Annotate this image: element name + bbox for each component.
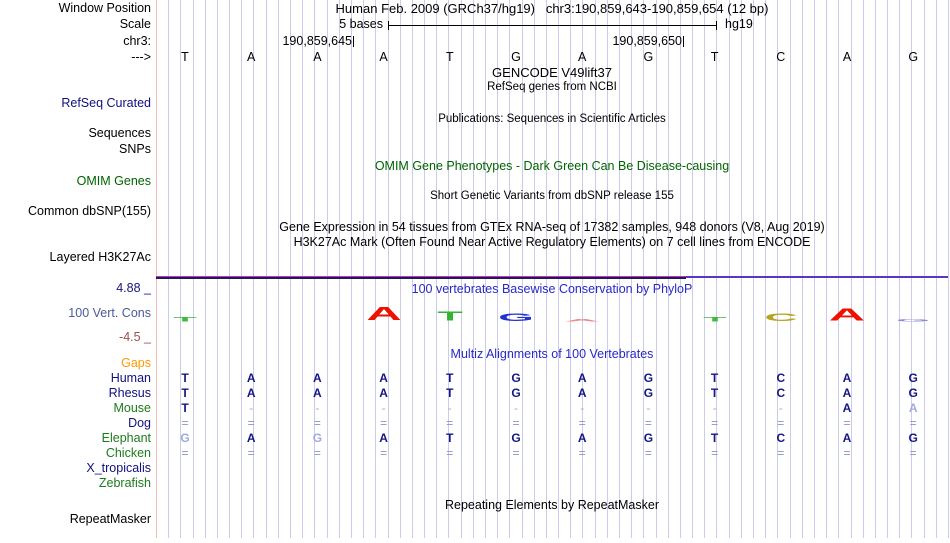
- alignment-cell: A: [908, 401, 918, 415]
- alignment-cell: =: [446, 416, 454, 430]
- conservation-letter: G: [895, 318, 931, 323]
- sequence-base: C: [776, 50, 786, 64]
- alignment-cell: T: [446, 386, 454, 400]
- alignment-cell: G: [511, 371, 521, 385]
- track-title[interactable]: H3K27Ac Mark (Often Found Near Active Regulatory Elements) on 7 cell lines from ENCODE: [293, 235, 811, 249]
- alignment-cell: -: [646, 401, 651, 415]
- alignment-cell: =: [181, 416, 189, 430]
- conservation-letter: A: [365, 304, 402, 325]
- alignment-cell: =: [777, 446, 785, 460]
- alignment-cell: A: [379, 386, 388, 400]
- alignment-cell: G: [180, 431, 190, 445]
- alignment-cell: =: [512, 416, 520, 430]
- alignment-cell: =: [380, 416, 388, 430]
- alignment-cell: =: [181, 446, 189, 460]
- species-label-gaps: Gaps: [121, 356, 151, 370]
- conservation-glyph: [764, 311, 798, 324]
- track-title[interactable]: Publications: Sequences in Scientific Articles: [438, 113, 666, 125]
- track-label-common-dbsnp-155-: Common dbSNP(155): [28, 204, 151, 218]
- track-title[interactable]: OMIM Gene Phenotypes - Dark Green Can Be Disease-causing: [374, 159, 730, 173]
- alignment-cell: A: [313, 386, 322, 400]
- sequence-base: T: [710, 50, 719, 64]
- alignment-cell: =: [843, 446, 851, 460]
- track-label-omim-genes: OMIM Genes: [76, 174, 151, 188]
- scale-bar-left-tick: [388, 21, 389, 30]
- species-label-x_tropicalis: X_tropicalis: [86, 461, 151, 475]
- alignment-cell: A: [379, 371, 388, 385]
- alignment-cell: G: [643, 386, 654, 400]
- alignment-cell: A: [842, 371, 852, 385]
- alignment-cell: -: [580, 401, 585, 415]
- species-label-human: Human: [110, 371, 151, 385]
- species-label-chicken: Chicken: [105, 446, 151, 460]
- alignment-cell: A: [577, 431, 587, 445]
- track-label-scale: Scale: [119, 17, 151, 31]
- conservation-glyph: [365, 304, 402, 325]
- alignment-cell: -: [514, 401, 518, 415]
- sequence-base: T: [445, 50, 454, 64]
- conservation-letter: C: [764, 311, 798, 324]
- track-label-window-position: Window Position: [58, 1, 151, 15]
- scale-bar: [388, 25, 717, 26]
- alignment-cell: G: [643, 431, 654, 445]
- grid-line: [948, 0, 949, 538]
- alignment-cell: =: [446, 446, 454, 460]
- sequence-base: G: [643, 50, 654, 64]
- coordinate-tick-right: [683, 36, 684, 47]
- alignment-cell: G: [312, 431, 323, 445]
- alignment-cell: T: [446, 371, 454, 385]
- alignment-cell: T: [181, 386, 189, 400]
- track-label-sequences: Sequences: [88, 126, 151, 140]
- alignment-cell: T: [710, 431, 719, 445]
- alignment-cell: A: [842, 386, 852, 400]
- sequence-base: A: [379, 50, 388, 64]
- alignment-cell: =: [380, 446, 388, 460]
- alignment-cell: A: [246, 371, 256, 385]
- alignment-cell: =: [247, 446, 255, 460]
- conservation-glyph: [436, 309, 464, 325]
- track-title[interactable]: GENCODE V49lift37: [492, 65, 612, 80]
- species-label-mouse: Mouse: [113, 401, 151, 415]
- conservation-glyph: [828, 305, 866, 325]
- conservation-glyph: [702, 317, 728, 322]
- sequence-base: A: [842, 50, 852, 64]
- conservation-letter: T: [437, 309, 463, 325]
- alignment-cell: T: [710, 386, 719, 400]
- species-label-zebrafish: Zebrafish: [98, 476, 151, 490]
- alignment-cell: G: [908, 371, 918, 385]
- alignment-cell: =: [909, 446, 917, 460]
- track-label-layered-h3k27ac: Layered H3K27Ac: [49, 250, 151, 264]
- conservation-letter: T: [702, 315, 727, 323]
- species-label-elephant: Elephant: [101, 431, 151, 445]
- sequence-base: T: [181, 50, 189, 64]
- alignment-cell: =: [578, 416, 586, 430]
- h3k27ac-signal-bar: [156, 277, 686, 279]
- track-label-chr3-: chr3:: [123, 34, 151, 48]
- alignment-cell: =: [909, 416, 917, 430]
- conservation-letter: T: [173, 315, 197, 323]
- alignment-cell: G: [511, 431, 521, 445]
- conservation-letter: A: [564, 318, 600, 323]
- scale-label: 5 bases: [339, 17, 383, 31]
- alignment-cell: =: [512, 446, 520, 460]
- alignment-cell: =: [711, 446, 719, 460]
- alignment-cell: T: [446, 431, 454, 445]
- alignment-cell: =: [644, 446, 652, 460]
- sequence-base: A: [313, 50, 322, 64]
- alignment-cell: -: [712, 401, 717, 415]
- track-title[interactable]: Gene Expression in 54 tissues from GTEx RNA-seq of 17382 samples, 948 donors (V8, Aug 2019): [279, 220, 825, 234]
- track-label-4-88-: 4.88 _: [116, 281, 151, 295]
- conservation-letter: A: [828, 305, 866, 325]
- alignment-cell: =: [843, 416, 851, 430]
- alignment-cell: C: [776, 371, 786, 385]
- alignment-cell: G: [511, 386, 521, 400]
- alignment-cell: A: [313, 371, 322, 385]
- conservation-letter: G: [498, 311, 534, 324]
- track-label-snps: SNPs: [119, 142, 151, 156]
- alignment-cell: -: [381, 401, 386, 415]
- species-label-rhesus: Rhesus: [108, 386, 151, 400]
- track-title[interactable]: Repeating Elements by RepeatMasker: [444, 498, 659, 512]
- sequence-base: A: [578, 50, 587, 64]
- alignment-cell: T: [710, 371, 719, 385]
- alignment-cell: A: [246, 431, 256, 445]
- alignment-cell: G: [643, 371, 654, 385]
- alignment-cell: -: [447, 401, 452, 415]
- scale-bar-right-tick: [716, 21, 717, 30]
- track-label-refseq-curated: RefSeq Curated: [61, 96, 151, 110]
- window-position-title: Human Feb. 2009 (GRCh37/hg19) chr3:190,859,643-190,859,654 (12 bp): [335, 1, 769, 16]
- track-label-repeatmasker: RepeatMasker: [69, 512, 151, 526]
- alignment-cell: =: [578, 446, 586, 460]
- species-label-dog: Dog: [128, 416, 151, 430]
- track-label--: --->: [131, 50, 151, 64]
- conservation-glyph: [172, 317, 198, 322]
- alignment-cell: -: [249, 401, 254, 415]
- alignment-cell: A: [379, 431, 388, 445]
- sequence-base: A: [247, 50, 256, 64]
- track-label--4-5-: -4.5 _: [119, 330, 151, 344]
- coordinate-tick-left: [353, 36, 354, 47]
- sequence-base: G: [511, 50, 521, 64]
- conservation-glyph: [566, 319, 599, 322]
- alignment-cell: A: [842, 431, 852, 445]
- alignment-cell: A: [577, 386, 587, 400]
- coordinate-label-right: 190,859,650: [612, 34, 682, 48]
- h3k27ac-signal-bar: [686, 276, 948, 278]
- alignment-cell: T: [181, 401, 189, 415]
- sequence-base: G: [908, 50, 919, 64]
- alignment-cell: G: [908, 386, 918, 400]
- track-title[interactable]: Short Genetic Variants from dbSNP release 155: [430, 190, 674, 202]
- alignment-cell: =: [711, 416, 719, 430]
- alignment-cell: A: [246, 386, 256, 400]
- alignment-cell: T: [181, 371, 189, 385]
- alignment-cell: A: [842, 401, 852, 415]
- alignment-cell: =: [313, 416, 321, 430]
- assembly-tag: hg19: [725, 17, 753, 31]
- alignment-cell: -: [315, 401, 320, 415]
- alignment-cell: C: [776, 431, 786, 445]
- conservation-glyph: [895, 318, 931, 323]
- alignment-cell: G: [908, 431, 918, 445]
- alignment-cell: =: [644, 416, 652, 430]
- alignment-cell: =: [247, 416, 255, 430]
- track-title[interactable]: Multiz Alignments of 100 Vertebrates: [450, 347, 654, 361]
- alignment-cell: =: [313, 446, 321, 460]
- alignment-cell: =: [777, 416, 785, 430]
- alignment-cell: A: [577, 371, 587, 385]
- coordinate-label-left: 190,859,645: [282, 34, 352, 48]
- track-title[interactable]: RefSeq genes from NCBI: [487, 81, 617, 93]
- alignment-cell: C: [776, 386, 786, 400]
- track-label-100-vert-cons: 100 Vert. Cons: [68, 306, 151, 320]
- alignment-cell: -: [778, 401, 783, 415]
- track-title[interactable]: 100 vertebrates Basewise Conservation by PhyloP: [411, 282, 693, 296]
- conservation-glyph: [498, 311, 534, 324]
